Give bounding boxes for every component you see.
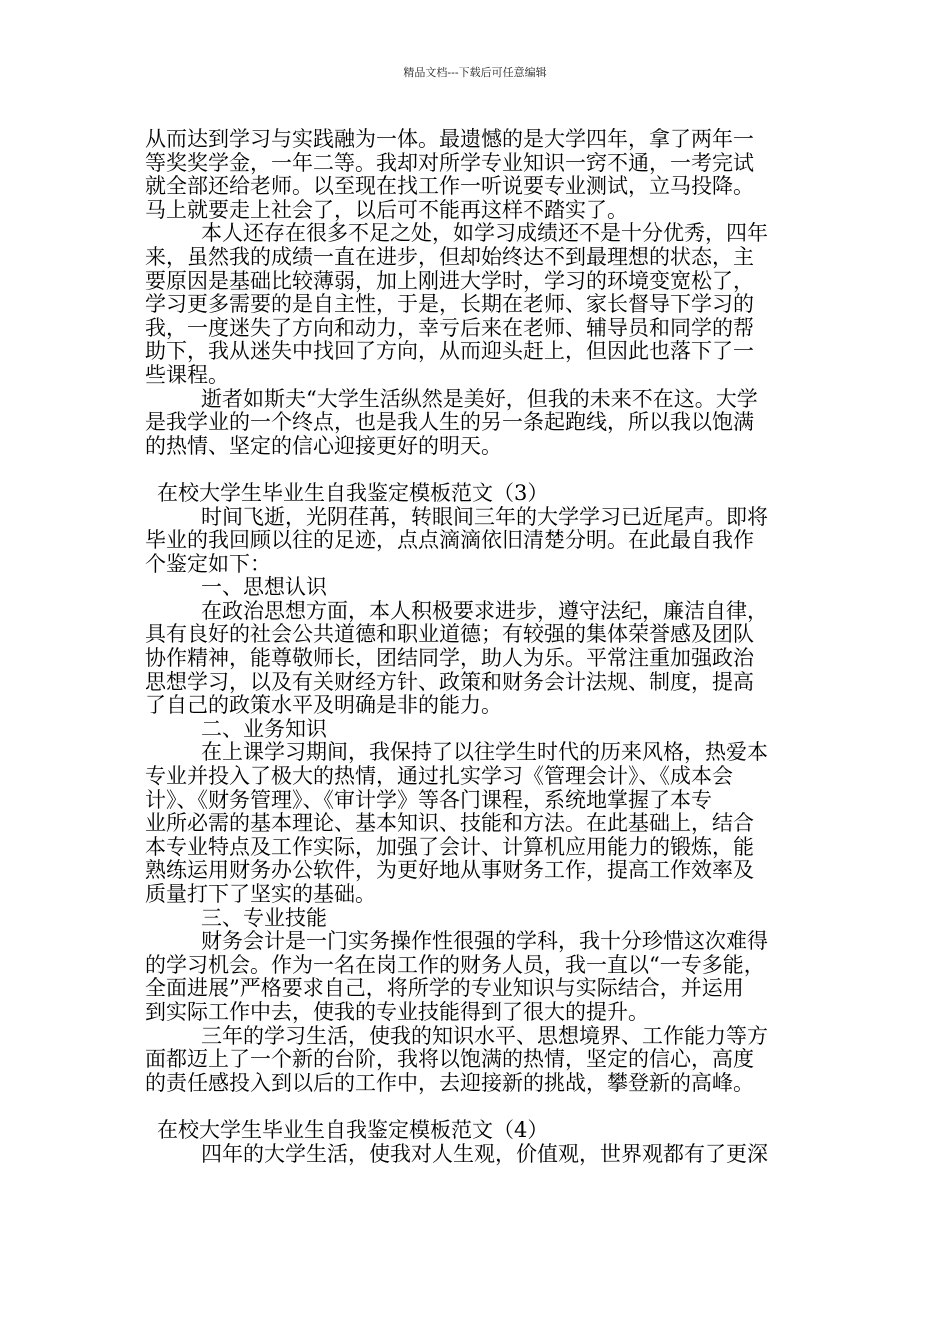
page-header: 精品文档---下载后可任意编辑 (403, 66, 547, 79)
paragraph-start: 本人还存在很多不足之处，如学习成绩还不是十分优秀，四年 (201, 221, 768, 246)
text-line: 的学习机会。作为一名在岗工作的财务人员，我一直以“一专多能， (145, 952, 765, 977)
paragraph-start: 在上课学习期间，我保持了以往学生时代的历来风格，热爱本 (201, 740, 768, 765)
blank-line (145, 458, 815, 482)
text-line: 是我学业的一个终点，也是我人生的另一条起跑线，所以我以饱满 (145, 410, 754, 435)
section-heading: 在校大学生毕业生自我鉴定模板范文（3） (157, 480, 549, 505)
text-line: 了自己的政策水平及明确是非的能力。 (145, 693, 502, 718)
text-line: 的责任感投入到以后的工作中，去迎接新的挑战，攀登新的高峰。 (145, 1070, 754, 1095)
paragraph-start: 逝者如斯夫“大学生活纵然是美好，但我的未来不在这。大学 (201, 386, 758, 411)
text-line: 质量打下了坚实的基础。 (145, 882, 376, 906)
subheading: 一、思想认识 (201, 575, 327, 600)
text-line: 就全部还给老师。以至现在找工作一听说要专业测试，立马投降。 (145, 174, 754, 199)
text-line: 助下，我从迷失中找回了方向，从而迎头赶上，但因此也落下了一 (145, 339, 754, 364)
text-line: 计》、《财务管理》、《审计学》等各门课程，系统地掌握了本专 (145, 787, 712, 812)
text-line: 全面进展”严格要求自己，将所学的专业知识与实际结合，并运用 (145, 976, 744, 1001)
text-line: 要原因是基础比较薄弱，加上刚进大学时，学习的环境变宽松了， (145, 268, 754, 293)
text-line: 学习更多需要的是自主性，于是，长期在老师、家长督导下学习的 (145, 292, 754, 317)
text-line: 面都迈上了一个新的台阶，我将以饱满的热情，坚定的信心，高度 (145, 1047, 754, 1072)
text-line: 等奖奖学金，一年二等。我却对所学专业知识一窍不通，一考完试 (145, 150, 754, 175)
text-line: 个鉴定如下： (145, 551, 271, 576)
paragraph-start: 财务会计是一门实务操作性很强的学科，我十分珍惜这次难得 (201, 929, 768, 954)
text-line: 思想学习，以及有关财经方针、政策和财务会计法规、制度，提高 (145, 669, 754, 694)
document-body (145, 128, 815, 1166)
text-line: 本专业特点及工作实际，加强了会计、计算机应用能力的锻炼，能 (145, 834, 754, 859)
subheading: 三、专业技能 (201, 905, 327, 930)
paragraph-start: 三年的学习生活，使我的知识水平、思想境界、工作能力等方 (201, 1023, 768, 1048)
text-line: 马上就要走上社会了，以后可不能再这样不踏实了。 (145, 197, 628, 222)
paragraph-start: 时间飞逝，光阴荏苒，转眼间三年的大学学习已近尾声。即将 (201, 504, 768, 529)
text-line: 业所必需的基本理论、基本知识、技能和方法。在此基础上，结合 (145, 811, 754, 836)
text-line: 熟练运用财务办公软件，为更好地从事财务工作，提高工作效率及 (145, 858, 754, 883)
blank-line (145, 1095, 815, 1119)
section-heading: 在校大学生毕业生自我鉴定模板范文（4） (157, 1117, 549, 1142)
paragraph-start: 在政治思想方面，本人积极要求进步，遵守法纪，廉洁自律， (201, 598, 768, 623)
paragraph-start: 四年的大学生活，使我对人生观，价值观，世界观都有了更深 (201, 1141, 768, 1166)
text-line: 专业并投入了极大的热情，通过扎实学习《管理会计》、《成本会 (145, 764, 733, 789)
text-line: 毕业的我回顾以往的足迹，点点滴滴依旧清楚分明。在此最自我作 (145, 528, 754, 553)
text-line: 来，虽然我的成绩一直在进步，但却始终达不到最理想的状态，主 (145, 244, 754, 269)
text-line: 的热情、坚定的信心迎接更好的明天。 (145, 433, 502, 458)
text-line: 协作精神，能尊敬师长，团结同学，助人为乐。平常注重加强政治 (145, 646, 754, 671)
text-line: 到实际工作中去，使我的专业技能得到了很大的提升。 (145, 999, 649, 1024)
text-line: 从而达到学习与实践融为一体。最遗憾的是大学四年，拿了两年一 (145, 127, 754, 151)
text-line: 我，一度迷失了方向和动力，幸亏后来在老师、辅导员和同学的帮 (145, 315, 754, 340)
text-line: 具有良好的社会公共道德和职业道德；有较强的集体荣誉感及团队 (145, 622, 754, 647)
subheading: 二、业务知识 (201, 716, 327, 741)
text-line: 些课程。 (145, 362, 229, 387)
